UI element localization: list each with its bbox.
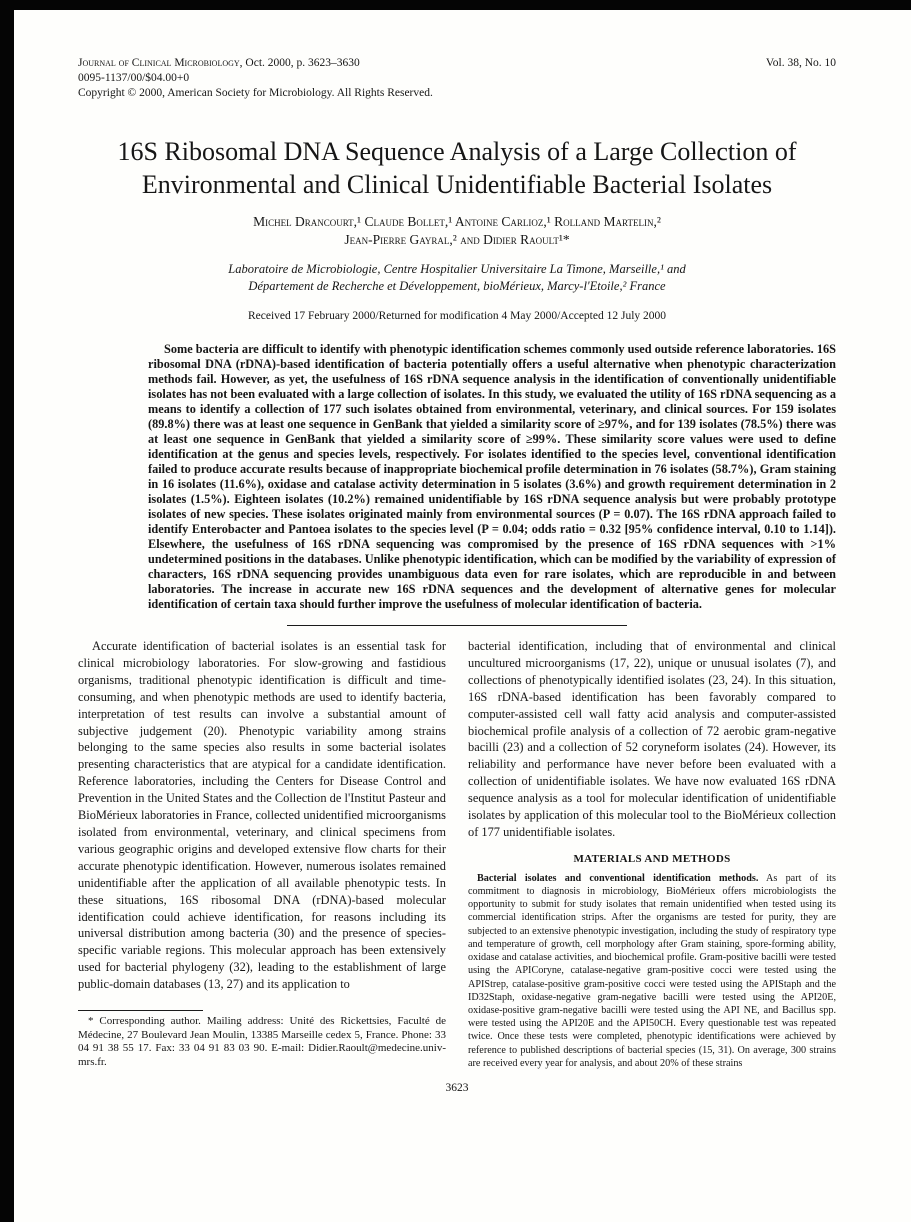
author-list [78, 213, 836, 249]
authors-line-1: Michel Drancourt,¹ Claude Bollet,¹ Antoine Carlioz,¹ Rolland Martelin,² [253, 214, 661, 229]
masthead-left [78, 56, 433, 101]
column-spacer [78, 993, 446, 1000]
journal-name: Journal of Clinical Microbiology [78, 57, 240, 69]
journal-citation-line [78, 56, 433, 71]
methods-lead-in: Bacterial isolates and conventional identification methods. [477, 872, 759, 884]
page-content [78, 0, 836, 1094]
copyright-line: Copyright © 2000, American Society for Microbiology. All Rights Reserved. [78, 87, 433, 99]
corresponding-author-footnote: * Corresponding author. Mailing address: Unité des Rickettsies, Faculté de Médecine, 27 Boulevard Jean Moulin, 13385 Marseille cedex 5, France. Phone: 33 04 91 38 55 17. Fax: 33 04 91 83 03 90. E-mail: Didier.Raoult@medecine.univ-mrs.fr. [78, 1014, 446, 1069]
masthead [78, 56, 836, 101]
article-title: 16S Ribosomal DNA Sequence Analysis of a Large Collection of Environmental and Clinical Unidentifiable Bacterial Isolates [117, 137, 797, 199]
footnote-rule [78, 1010, 203, 1011]
abstract-body-divider [287, 625, 627, 626]
left-column [78, 638, 446, 1070]
page-number: 3623 [445, 1081, 469, 1094]
methods-paragraph [468, 872, 836, 1070]
affiliation-line-1: Laboratoire de Microbiologie, Centre Hospitalier Universitaire La Timone, Marseille,¹ and [228, 262, 686, 276]
methods-text: As part of its commitment to diagnosis in microbiology, BioMérieux offers microbiologists the opportunity to submit for study isolates that remain unidentified when tested using its commercial identification strips. After the organisms are tested for purity, they are subjected to an extensive phenotypic investigation, including the study of respiratory type and temperature of growth, cell morphology after Gram staining, spore-forming ability, oxidase and catalase activities, and biochemical profile. Gram-positive bacilli were tested using the APICoryne, catalase-negative gram-positive cocci were tested using the APIStrep, catalase-positive gram-positive cocci were tested using the APIStaph and the ID32Staph, oxidase-negative gram-negative bacilli were tested using the API20E, oxidase-positive gram-negative bacilli were tested using the API NE, and Bacillus spp. were tested using the API20E and the API50CH. Every questionable test was repeated twice. Once these tests were completed, phenotypic identifications were achieved by reference to published descriptions of bacterial species (15, 31). On average, 300 strains are received every year for analysis, and about 20% of these strains [468, 872, 836, 1069]
received-dates: Received 17 February 2000/Returned for modification 4 May 2000/Accepted 12 July 2000 [247, 310, 667, 322]
abstract: Some bacteria are difficult to identify with phenotypic identification schemes commonly used outside reference laboratories. 16S ribosomal DNA (rDNA)-based identification of bacteria potentially offers a useful alternative when phenotypic characterization methods fail. However, as yet, the usefulness of 16S rDNA sequence analysis in the identification of conventionally unidentifiable isolates has not been evaluated with a large collection of isolates. In this study, we evaluated the utility of 16S rDNA sequencing as a means to identify a collection of 177 such isolates obtained from environmental, veterinary, and clinical sources. For 159 isolates (89.8%) there was at least one sequence in GenBank that yielded a similarity score of ≥97%, and for 139 isolates (78.5%) there was at least one sequence in GenBank that yielded a similarity score of ≥99%. These similarity score values were used to define identification at the genus and species levels, respectively. For isolates identified to the species level, conventional identification failed to produce accurate results because of inappropriate biochemical profile determination in 76 isolates (58.7%), Gram staining in 16 isolates (11.6%), oxidase and catalase activity determination in 5 isolates (3.6%) and growth requirement determination in 2 isolates (1.5%). Eighteen isolates (10.2%) remained unidentifiable by 16S rDNA sequence analysis but were probably prototype isolates of new species. These isolates originated mainly from environmental sources (P = 0.07). The 16S rDNA approach failed to identify Enterobacter and Pantoea isolates to the species level (P = 0.04; odds ratio = 0.32 [95% confidence interval, 0.10 to 1.14]). Elsewhere, the usefulness of 16S rDNA sequencing was compromised by the presence of 16S rDNA sequences with >1% undetermined positions in the databases. Unlike phenotypic identification, which can be modified by the variability of expression of characters, 16S rDNA sequencing provides unambiguous data even for rare isolates, which are reproducible in and between laboratories. The increase in accurate new 16S rDNA sequences and the development of alternative genes for molecular identification of certain taxa should further improve the usefulness of molecular identification of bacteria. [148, 342, 836, 611]
two-column-body [78, 638, 836, 1070]
affiliation-line-2: Département de Recherche et Développement, bioMérieux, Marcy-l'Etoile,² France [248, 279, 666, 293]
volume-number: Vol. 38, No. 10 [765, 57, 836, 69]
scan-border-left [0, 0, 14, 1222]
affiliations [78, 261, 836, 295]
authors-line-2: Jean-Pierre Gayral,² and Didier Raoult¹* [344, 232, 570, 247]
issn-line: 0095-1137/00/$04.00+0 [78, 72, 190, 84]
introduction-paragraph: Accurate identification of bacterial isolates is an essential task for clinical microbiology laboratories. For slow-growing and fastidious organisms, traditional phenotypic identification is difficult and time-consuming, and when phenotypic methods are used to identify bacteria, interpretation of test results can involve a substantial amount of subjective judgement (20). Phenotypic variability among strains belonging to the same species also results in some bacterial isolates presenting characteristics that are atypical for a candidate identification. Reference laboratories, including the Centers for Disease Control and Prevention in the United States and the Collection de l'Institut Pasteur and BioMérieux laboratories in France, collected unidentified microorganisms isolated from environmental, veterinary, and clinical specimens from various geographic origins and developed extensive flow charts for their accurate phenotypic identification. However, numerous isolates remained unidentifiable after the application of all available phenotypic tests. In these situations, 16S ribosomal DNA (rDNA)-based molecular identification could achieve identification, for reasons including its universal distribution among bacteria (30) and the presence of species-specific variable regions. This molecular approach has been extensively used for bacterial phylogeny (32), leading to the establishment of large public-domain databases (13, 27) and its application to [78, 639, 446, 992]
right-column [468, 638, 836, 1070]
journal-issue-info: , Oct. 2000, p. 3623–3630 [239, 57, 360, 69]
introduction-continued-paragraph: bacterial identification, including that of environmental and clinical uncultured microorganisms (17, 22), unique or unusual isolates (7), and collections of phenotypically identified isolates (23, 24). In this situation, 16S rDNA-based identification has been favorably compared to computer-assisted cell wall fatty acid analysis and computer-assisted biochemical profile analysis of a collection of 72 aerobic gram-negative bacilli (23) and a collection of 52 coryneform isolates (24). However, its reliability and performance have never before been evaluated with a collection of unidentifiable isolates. We have now evaluated 16S rDNA sequence analysis as a tool for molecular identification of unidentifiable isolates by application of this molecular tool to the BioMérieux collection of 177 unidentifiable isolates. [468, 639, 836, 839]
materials-methods-heading: MATERIALS AND METHODS [573, 852, 731, 865]
